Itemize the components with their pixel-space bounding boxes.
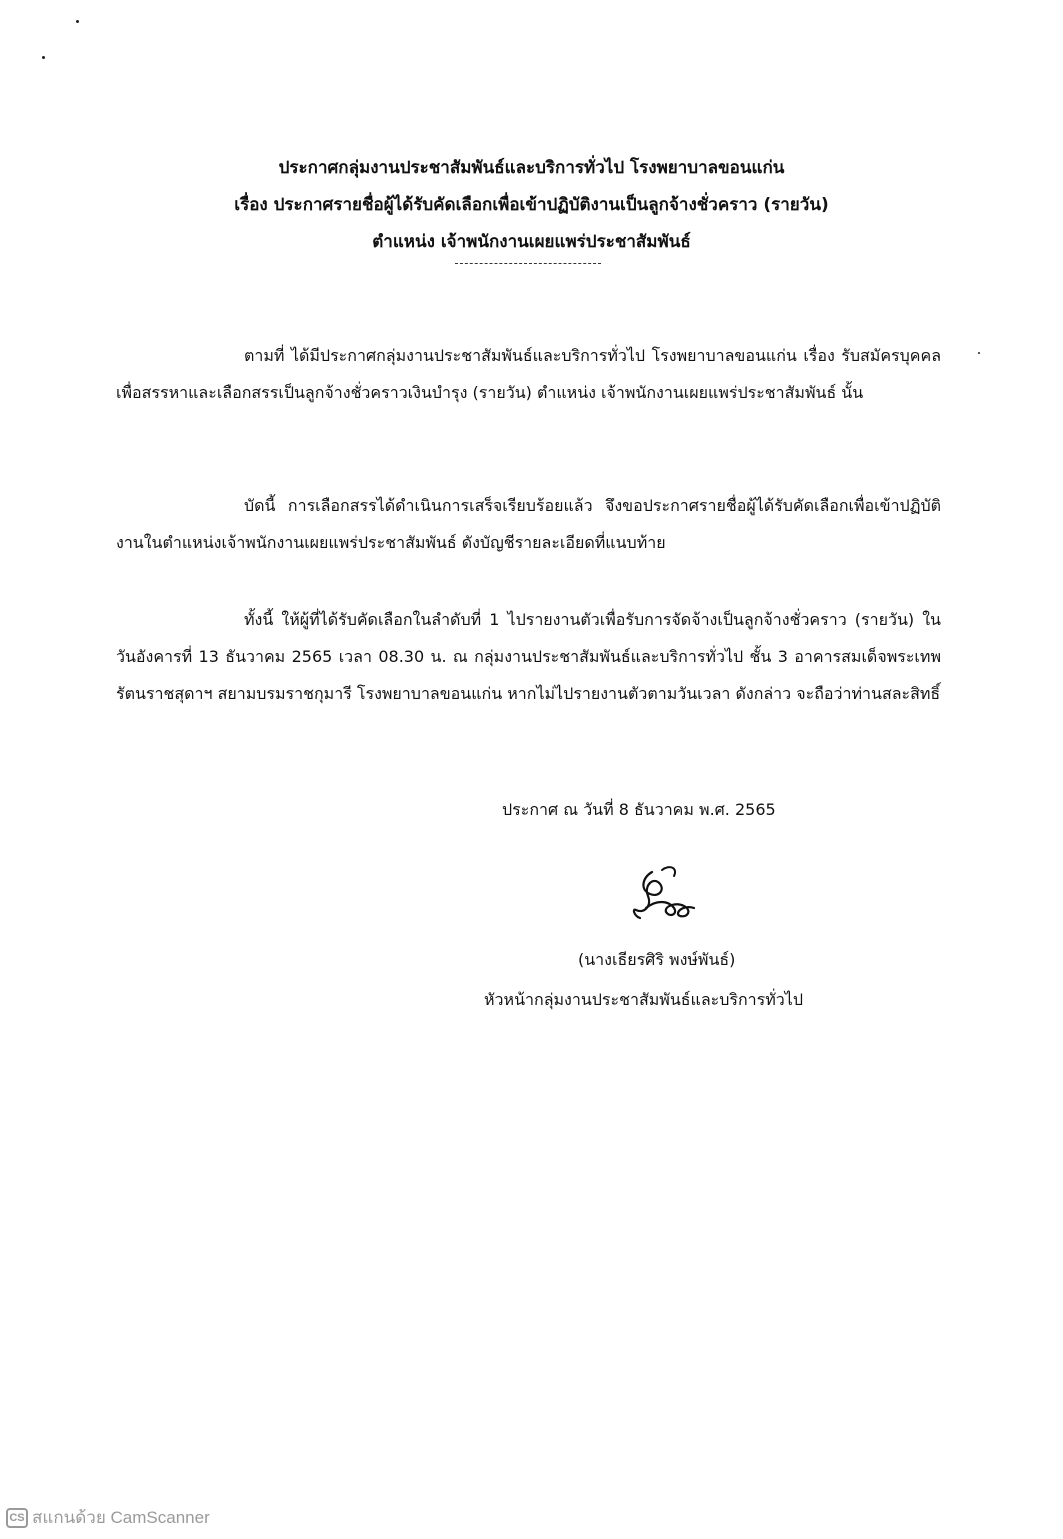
- paragraph-3-text: ทั้งนี้ ให้ผู้ที่ได้รับคัดเลือกในลำดับที่ 1 ไปรายงานตัวเพื่อรับการจัดจ้างเป็นลูกจ้างชั่วคราว (รายวัน) ในวันอังคารที่ 13 ธันวาคม 2565 เวลา 08.30 น. ณ กลุ่มงานประชาสัมพันธ์และบริการทั่วไป ชั้น 3 อาคารสมเด็จพระเทพรัตนราชสุดาฯ สยามบรมราชกุมารี โรงพยาบาลขอนแก่น หากไม่ไปรายงานตัวตามวันเวลา ดังกล่าว จะถือว่าท่านสละสิทธิ์: [116, 610, 941, 703]
- signer-name: (นางเธียรศิริ พงษ์พันธ์): [578, 950, 736, 969]
- scan-speck: [76, 20, 79, 23]
- body-paragraph-1: [116, 337, 941, 411]
- header-line-2: เรื่อง ประกาศรายชื่อผู้ได้รับคัดเลือกเพื่อเข้าปฏิบัติงานเป็นลูกจ้างชั่วคราว (รายวัน): [234, 195, 829, 215]
- scan-speck: [42, 56, 45, 59]
- document-header: [0, 150, 1063, 261]
- paragraph-2-text: บัดนี้ การเลือกสรรได้ดำเนินการเสร็จเรียบร้อยแล้ว จึงขอประกาศรายชื่อผู้ได้รับคัดเลือกเพื่อเข้าปฏิบัติงานในตำแหน่งเจ้าพนักงานเผยแพร่ประชาสัมพันธ์ ดังบัญชีรายละเอียดที่แนบท้าย: [116, 496, 941, 552]
- watermark-text: สแกนด้วย CamScanner: [32, 1508, 210, 1527]
- camscanner-logo-icon: CS: [6, 1508, 28, 1528]
- header-divider: [455, 263, 601, 264]
- body-paragraph-2: [116, 487, 941, 561]
- signer-title: หัวหน้ากลุ่มงานประชาสัมพันธ์และบริการทั่วไป: [484, 990, 803, 1009]
- body-paragraph-3: [116, 601, 941, 712]
- header-line-3: ตำแหน่ง เจ้าพนักงานเผยแพร่ประชาสัมพันธ์: [372, 232, 691, 252]
- announce-date: ประกาศ ณ วันที่ 8 ธันวาคม พ.ศ. 2565: [502, 800, 776, 819]
- camscanner-watermark: [6, 1504, 210, 1531]
- scan-speck: [978, 352, 980, 354]
- handwritten-signature: [622, 860, 702, 930]
- header-line-1: ประกาศกลุ่มงานประชาสัมพันธ์และบริการทั่วไป โรงพยาบาลขอนแก่น: [278, 158, 785, 178]
- paragraph-1-text: ตามที่ ได้มีประกาศกลุ่มงานประชาสัมพันธ์และบริการทั่วไป โรงพยาบาลขอนแก่น เรื่อง รับสมัครบุคคลเพื่อสรรหาและเลือกสรรเป็นลูกจ้างชั่วคราวเงินบำรุง (รายวัน) ตำแหน่ง เจ้าพนักงานเผยแพร่ประชาสัมพันธ์ นั้น: [116, 346, 941, 402]
